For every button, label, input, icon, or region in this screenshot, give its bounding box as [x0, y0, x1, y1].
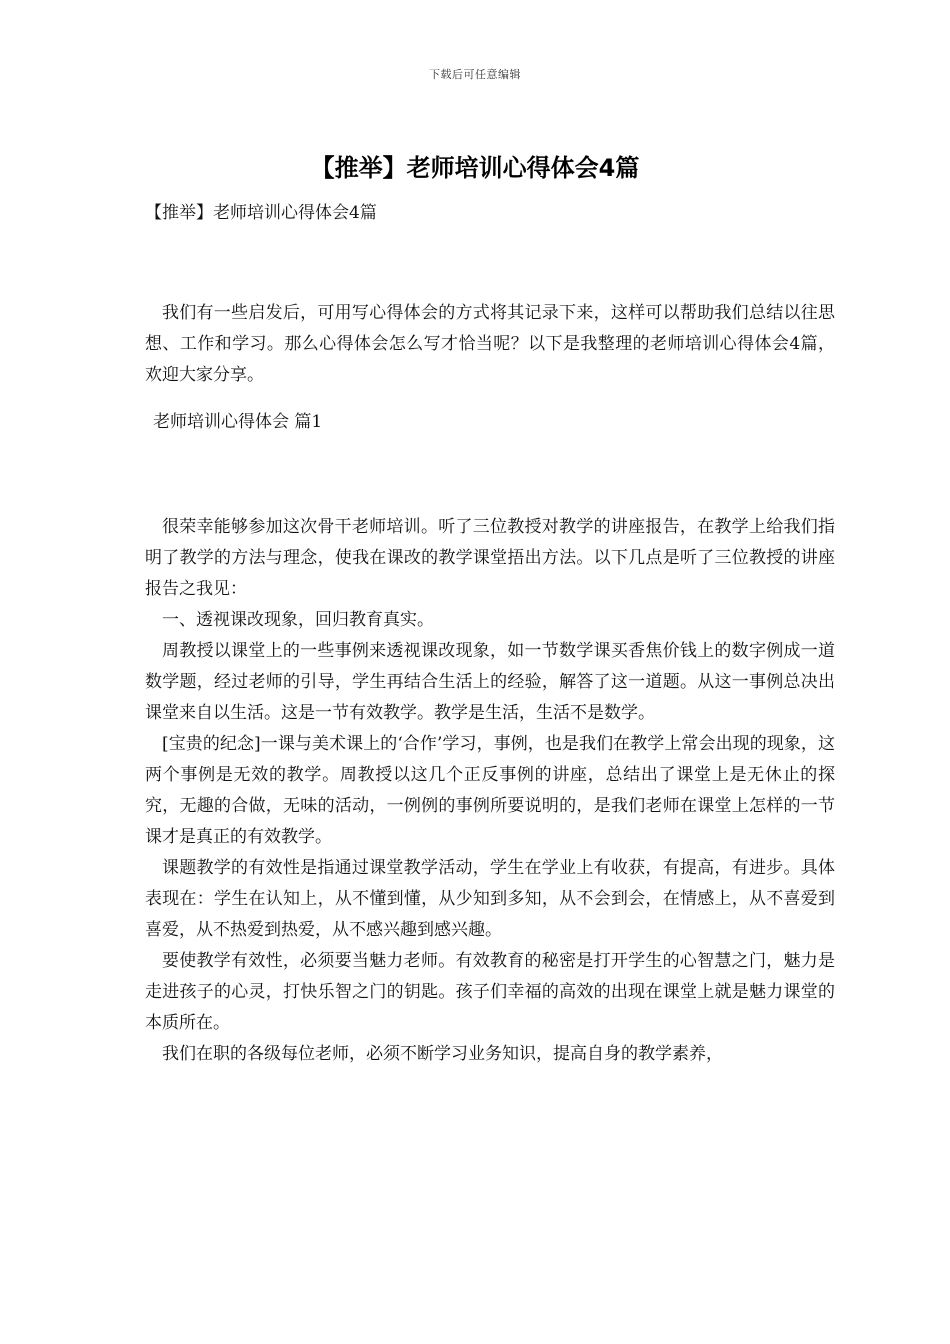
section1-paragraph: 我们在职的各级每位老师，必须不断学习业务知识，提高自身的教学素养， — [162, 1044, 723, 1064]
section1-paragraph: 周教授以课堂上的一些事例来透视课改现象，如一节数学课买香焦价钱上的数字例成一道数学题，经过老师的引导，学生再结合生活上的经验，解答了这一道题。从这一事例总决出课堂来自以生活。这是一节有效教学。教学是生活，生活不是数学。 — [145, 641, 835, 723]
document-title: 【推举】老师培训心得体会4篇 — [310, 154, 640, 182]
intro-block — [145, 298, 835, 391]
section1-heading: 老师培训心得体会 篇1 — [153, 412, 323, 432]
header-note: 下载后可任意编辑 — [429, 68, 521, 81]
section1-paragraph: 要使教学有效性，必须要当魅力老师。有效教育的秘密是打开学生的心智慧之门，魅力是走进孩子的心灵，打快乐智之门的钥匙。孩子们幸福的高效的出现在课堂上就是魅力课堂的本质所在。 — [145, 951, 835, 1033]
section1-body — [145, 512, 835, 1070]
intro-paragraph: 我们有一些启发后，可用写心得体会的方式将其记录下来，这样可以帮助我们总结以往思想、工作和学习。那么心得体会怎么写才恰当呢？以下是我整理的老师培训心得体会4篇，欢迎大家分享。 — [145, 303, 835, 385]
section1-heading-block — [145, 407, 835, 438]
section1-paragraph: 很荣幸能够参加这次骨干老师培训。听了三位教授对教学的讲座报告，在教学上给我们指明了教学的方法与理念，使我在课改的教学课堂捂出方法。以下几点是听了三位教授的讲座报告之我见： — [145, 517, 835, 599]
document-subtitle: 【推举】老师培训心得体会4篇 — [145, 203, 377, 223]
section1-paragraph: 课题教学的有效性是指通过课堂教学活动，学生在学业上有收获，有提高，有进步。具体表现在：学生在认知上，从不懂到懂，从少知到多知，从不会到会，在情感上，从不喜爱到喜爱，从不热爱到热爱，从不感兴趣到感兴趣。 — [145, 858, 835, 940]
section1-paragraph: 一、透视课改现象，回归教育真实。 — [162, 610, 434, 630]
section1-paragraph: [宝贵的纪念]一课与美术课上的‘合作’学习，事例，也是我们在教学上常会出现的现象，这两个事例是无效的教学。周教授以这几个正反事例的讲座，总结出了课堂上是无休止的探究，无趣的合做，无味的活动，一例例的事例所要说明的，是我们老师在课堂上怎样的一节课才是真正的有效教学。 — [145, 734, 835, 847]
